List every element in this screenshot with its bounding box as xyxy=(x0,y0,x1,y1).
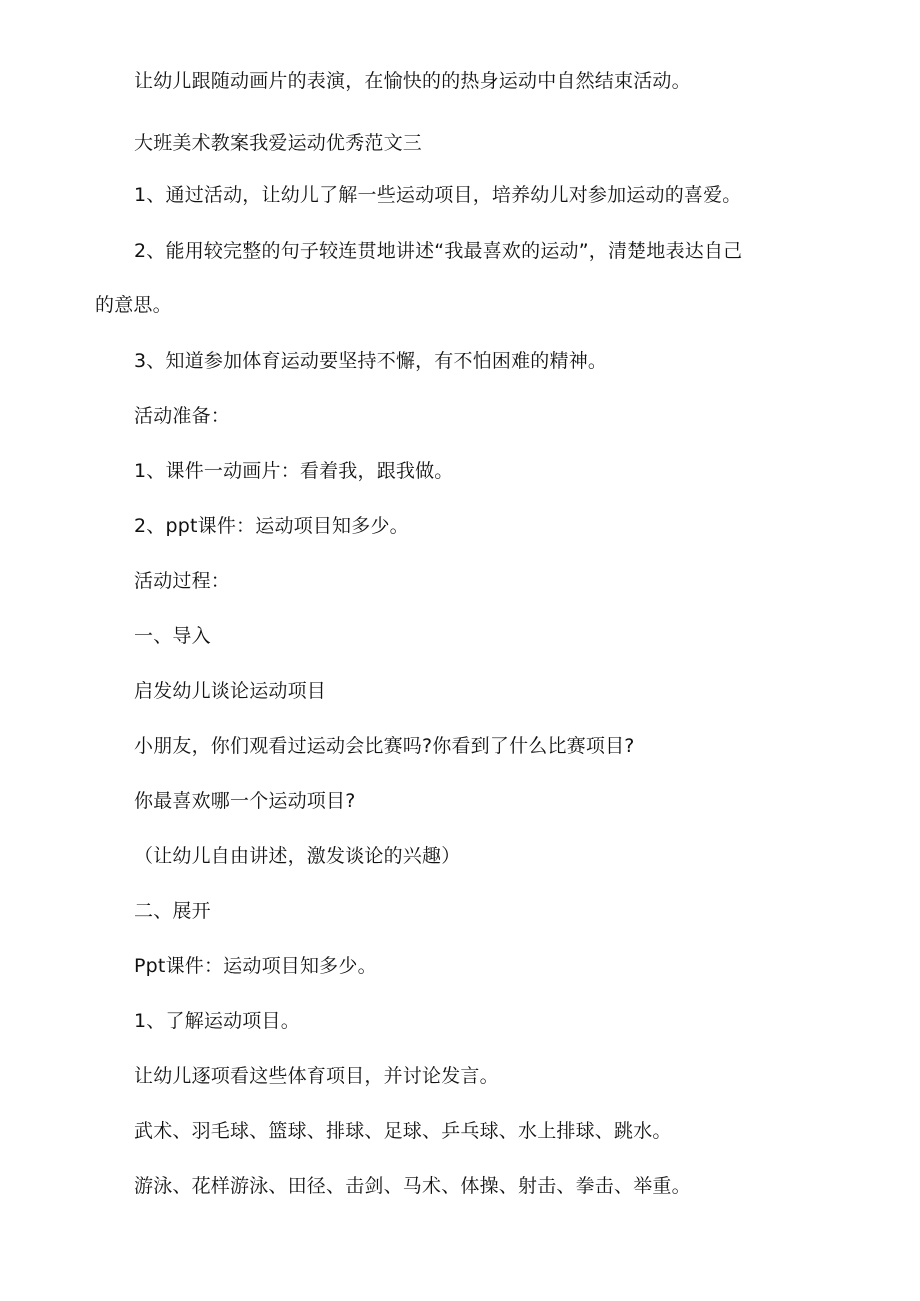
preparation-item-1: 1、课件一动画片：看着我，跟我做。 xyxy=(134,460,454,482)
introduction-question-1: 小朋友，你们观看过运动会比赛吗?你看到了什么比赛项目? xyxy=(134,735,635,757)
paragraph-closing-activity: 让幼儿跟随动画片的表演，在愉快的的热身运动中自然结束活动。 xyxy=(134,70,691,92)
expand-item-1: 1、了解运动项目。 xyxy=(134,1010,300,1032)
expand-courseware: Ppt课件：运动项目知多少。 xyxy=(134,955,377,977)
section-title: 大班美术教案我爱运动优秀范文三 xyxy=(134,132,423,154)
goal-2: 2、能用较完整的句子较连贯地讲述“我最喜欢的运动”，清楚地表达自己 xyxy=(134,240,743,262)
sports-list-1: 武术、羽毛球、篮球、排球、足球、乒乓球、水上排球、跳水。 xyxy=(134,1120,672,1142)
goal-2-continued: 的意思。 xyxy=(95,294,172,316)
heading-preparation: 活动准备： xyxy=(134,405,231,427)
sports-list-2: 游泳、花样游泳、田径、击剑、马术、体操、射击、拳击、举重。 xyxy=(134,1175,691,1197)
step-introduction: 一、导入 xyxy=(134,625,211,647)
heading-process: 活动过程： xyxy=(134,570,231,592)
introduction-line-1: 启发幼儿谈论运动项目 xyxy=(134,680,327,702)
preparation-item-2: 2、ppt课件：运动项目知多少。 xyxy=(134,515,409,537)
goal-1: 1、通过活动，让幼儿了解一些运动项目，培养幼儿对参加运动的喜爱。 xyxy=(134,184,742,206)
introduction-question-2: 你最喜欢哪一个运动项目? xyxy=(134,790,356,812)
step-expand: 二、展开 xyxy=(134,900,211,922)
introduction-note: （让幼儿自由讲述，激发谈论的兴趣） xyxy=(134,845,461,867)
goal-3: 3、知道参加体育运动要坚持不懈，有不怕困难的精神。 xyxy=(134,350,608,372)
expand-instruction: 让幼儿逐项看这些体育项目，并讨论发言。 xyxy=(134,1065,499,1087)
